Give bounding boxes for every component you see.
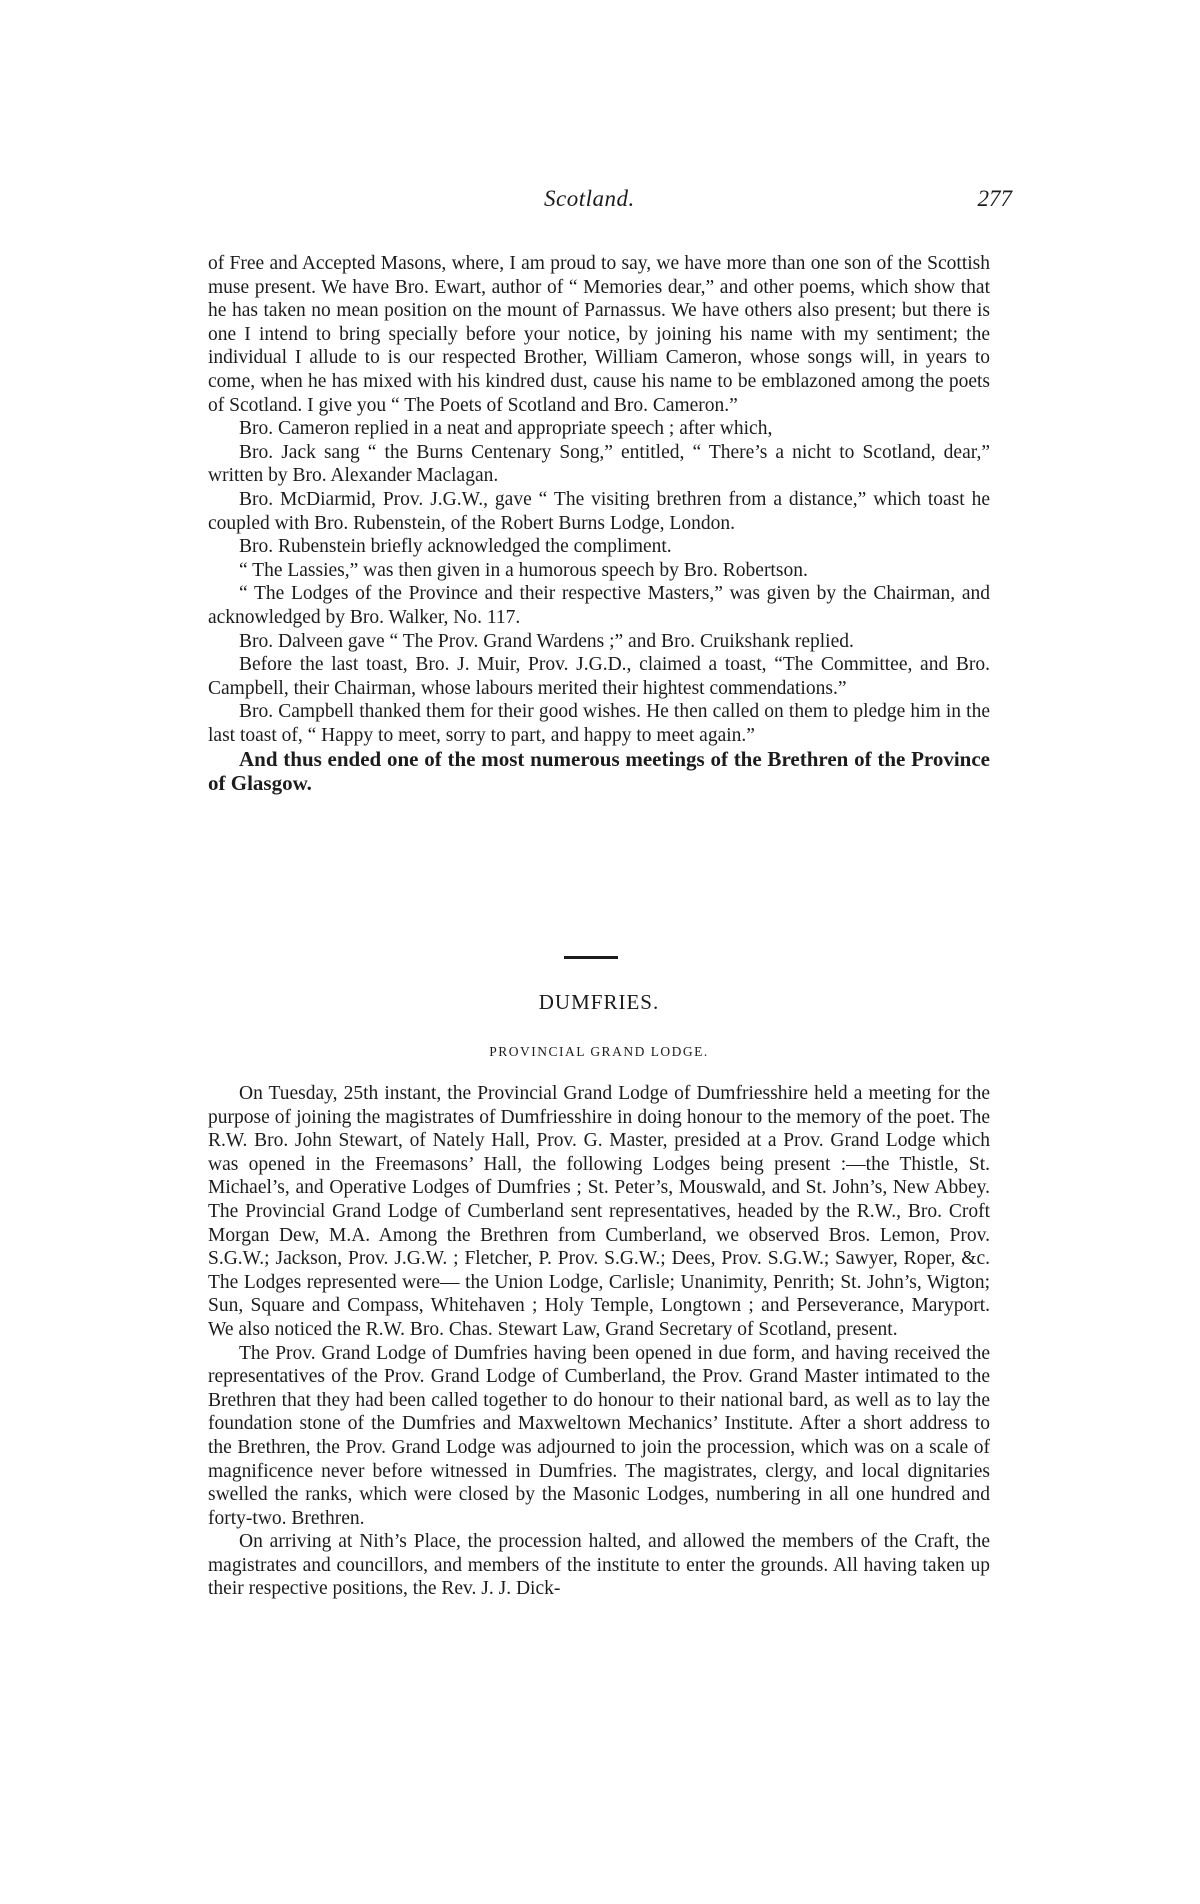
- paragraph: Bro. McDiarmid, Prov. J.G.W., gave “ The visiting brethren from a distance,” which toast he coupled with Bro. Rubenstein, of the Robert Burns Lodge, London.: [208, 488, 990, 534]
- section-divider: [564, 956, 618, 959]
- page-number: 277: [977, 186, 1012, 211]
- section-dumfries-text: [208, 1082, 990, 1601]
- paragraph: Bro. Dalveen gave “ The Prov. Grand Wardens ;” and Bro. Cruikshank replied.: [239, 630, 854, 652]
- section-heading: DUMFRIES.: [538, 990, 660, 1014]
- paragraph: On arriving at Nith’s Place, the procession halted, and allowed the members of the Craft, the magistrates and councillors, and members of the institute to enter the grounds. All having taken up their respective positions, the Rev. J. J. Dick-: [208, 1531, 990, 1600]
- paragraph: On Tuesday, 25th instant, the Provincial Grand Lodge of Dumfriesshire held a meeting for the purpose of joining the magistrates of Dumfriesshire in doing honour to the memory of the poet. The R.W. Bro. John Stewart, of Nately Hall, Prov. G. Master, presided at a Prov. Grand Lodge which was opened in the Freemasons’ Hall, the following Lodges being present :—the Thistle, St. Michael’s, and Operative Lodges of Dumfries ; St. Peter’s, Mouswald, and St. John’s, New Abbey. The Provincial Grand Lodge of Cumberland sent representatives, headed by the R.W., Bro. Croft Morgan Dew, M.A. Among the Brethren from Cumberland, we observed Bros. Lemon, Prov. S.G.W.; Jackson, Prov. J.G.W. ; Fletcher, P. Prov. S.G.W.; Dees, Prov. S.G.W.; Sawyer, Roper, &c. The Lodges represented were— the Union Lodge, Carlisle; Unanimity, Penrith; St. John’s, Wigton; Sun, Square and Compass, Whitehaven ; Holy Temple, Longtown ; and Perseverance, Maryport. We also noticed the R.W. Bro. Chas. Stewart Law, Grand Secretary of Scotland, present.: [208, 1083, 990, 1340]
- running-head-title: Scotland.: [544, 186, 635, 211]
- paragraph: “ The Lassies,” was then given in a humorous speech by Bro. Robertson.: [239, 559, 808, 581]
- paragraph: Bro. Jack sang “ the Burns Centenary Song,” entitled, “ There’s a nicht to Scotland, dear,” written by Bro. Alexander Maclagan.: [208, 441, 990, 487]
- running-head: [544, 186, 1012, 220]
- paragraph: Bro. Cameron replied in a neat and appropriate speech ; after which,: [239, 418, 773, 440]
- paragraph: “ The Lodges of the Province and their respective Masters,” was given by the Chairman, and acknowledged by Bro. Walker, No. 117.: [208, 583, 990, 628]
- section-subheading: PROVINCIAL GRAND LODGE.: [489, 1044, 709, 1059]
- paragraph: Bro. Campbell thanked them for their good wishes. He then called on them to pledge him in the last toast of, “ Happy to meet, sorry to part, and happy to meet again.”: [208, 701, 990, 746]
- paragraph: Bro. Rubenstein briefly acknowledged the compliment.: [239, 536, 672, 558]
- paragraph: Before the last toast, Bro. J. Muir, Prov. J.G.D., claimed a toast, “The Committee, and Bro. Campbell, their Chairman, whose labours merited their hightest commendations.”: [208, 654, 990, 699]
- paragraph-closing: And thus ended one of the most numerous meetings of the Brethren of the Province of Glasgow.: [208, 747, 990, 796]
- paragraph: of Free and Accepted Masons, where, I am proud to say, we have more than one son of the Scottish muse present. We have Bro. Ewart, author of “ Memories dear,” and other poems, which show that he has taken no mean position on the mount of Parnassus. We have others also present; but there is one I intend to bring specially before your notice, by joining his name with my sentiment; the individual I allude to is our respected Brother, William Cameron, whose songs will, in years to come, when he has mixed with his kindred dust, cause his name to be emblazoned among the poets of Scotland. I give you “ The Poets of Scotland and Bro. Cameron.”: [208, 253, 990, 416]
- paragraph: The Prov. Grand Lodge of Dumfries having been opened in due form, and having received the representatives of the Prov. Grand Lodge of Cumberland, the Prov. Grand Master intimated to the Brethren that they had been called together to do honour to their national bard, as well as to lay the foundation stone of the Dumfries and Maxweltown Mechanics’ Institute. After a short address to the Brethren, the Prov. Grand Lodge was adjourned to join the procession, which was on a scale of magnificence never before witnessed in Dumfries. The magistrates, clergy, and local dignitaries swelled the ranks, which were closed by the Masonic Lodges, numbering in all one hundred and forty-two. Brethren.: [208, 1342, 990, 1529]
- section-glasgow-text: [208, 252, 990, 795]
